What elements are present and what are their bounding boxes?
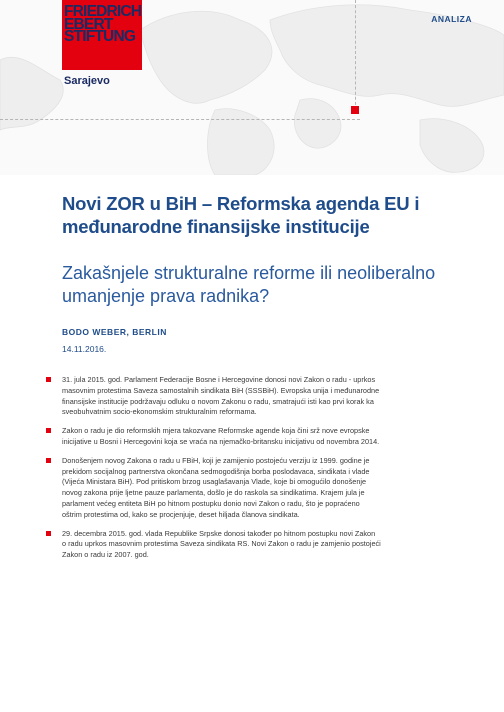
list-item <box>46 375 381 418</box>
map-guide-horizontal <box>0 119 360 120</box>
map-guide-vertical <box>355 0 356 110</box>
bullet-text: 31. jula 2015. god. Parlament Federacije Bosne i Hercegovine donosi novi Zakon o radu - uprkos masovnim protestima Saveza samostalnih sindikata BiH (SSSBiH). Evropska unija i međunarodne finansijske institucije podržavaju odluku o novom Zakonu o radu, smatrajući isti kao prvi korak ka sveobuhvatnim socio-ekonomskim strukturalnim reformama. <box>62 375 380 417</box>
list-item <box>46 456 381 521</box>
bullet-text: Zakon o radu je dio reformskih mjera takozvane Reformske agende koja čini srž nove evropske inicijative u Bosni i Hercegovini koja se vraća na njemačko-britansku inicijativu od novembra 2014. <box>62 426 380 446</box>
summary-bullet-list <box>46 375 381 569</box>
logo-line-3: STIFTUNG <box>64 28 136 45</box>
author-line: BODO WEBER, BERLIN <box>62 327 167 337</box>
fes-logo <box>64 3 164 45</box>
logo-line-2: EBERT <box>64 15 113 33</box>
logo-line-1: FRIEDRICH <box>64 3 142 20</box>
list-item <box>46 426 381 448</box>
location-marker-icon <box>351 106 359 114</box>
document-type-tag: ANALIZA <box>431 14 472 24</box>
list-item <box>46 529 381 561</box>
bullet-square-icon <box>46 428 51 433</box>
bullet-square-icon <box>46 531 51 536</box>
bullet-square-icon <box>46 458 51 463</box>
bullet-text: Donošenjem novog Zakona o radu u FBiH, koji je zamijenio postojeću verziju iz 1999. godine je prekidom socijalnog partnerstva okončana sedmogodišnja borba poslodavaca, sindikata i vlade (Vijeća Ministara BiH). Pod pritiskom brzog usaglašavanja Vlade, koje bi omogućilo donošenje novog zakona prije ljetne pauze parlamenta, došlo je do raskola sa sindikatima. Krajem jula je parlament većeg entiteta BiH po hitnom postupku donio novi Zakon o radu, što je popraćeno oštrim protestima od, kako se procjenjuje, deset hiljada članova sindikata. <box>62 455 370 519</box>
page-subtitle: Zakašnjele strukturalne reforme ili neoliberalno umanjenje prava radnika? <box>62 263 436 306</box>
page-title: Novi ZOR u BiH – Reformska agenda EU i međunarodne finansijske institucije <box>62 193 420 237</box>
bullet-square-icon <box>46 377 51 382</box>
logo-city: Sarajevo <box>64 75 110 87</box>
publish-date: 14.11.2016. <box>62 344 107 354</box>
bullet-text: 29. decembra 2015. god. vlada Republike Srpske donosi također po hitnom postupku novi Zakon o radu uprkos masovnim protestima Saveza sindikata RS. Novi Zakon o radu je zamjenio postojeći Zakon o radu iz 2007. god. <box>62 528 381 560</box>
